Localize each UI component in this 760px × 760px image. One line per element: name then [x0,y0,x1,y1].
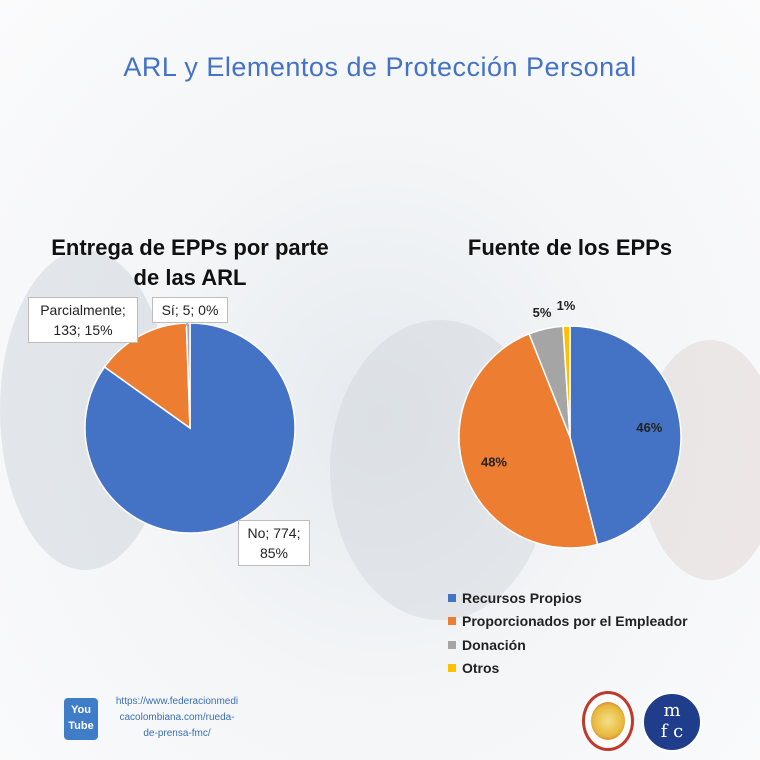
chart1-title-line2: de las ARL [133,265,247,290]
pie2-data-label: 48% [480,454,508,470]
legend-swatch [448,594,456,602]
legend-label: Otros [462,660,500,677]
link-line2: cacolombiana.com/rueda- [119,712,235,723]
youtube-label-line2: Tube [68,720,94,732]
legend-item [448,657,688,681]
pie2-data-label: 1% [556,298,576,314]
fmc-logo-fc: f c [660,721,684,742]
legend-item [448,610,688,634]
legend-item [448,633,688,657]
callout-parcialmente-line1: Parcialmente; [40,302,126,318]
link-line3: de-prensa-fmc/ [143,728,211,739]
legend-label: Donación [462,636,526,653]
youtube-icon[interactable] [64,698,98,740]
slide-title: ARL y Elementos de Protección Personal [123,52,637,82]
chart2-legend [448,586,688,680]
link-line1: https://www.federacionmedi [115,696,239,707]
callout-no [238,520,310,566]
callout-si-line1: Sí; 5; 0% [161,302,219,318]
legend-swatch [448,617,456,625]
legend-label: Recursos Propios [462,589,582,606]
pie2-data-label: 46% [636,419,663,435]
chart1-title-line1: Entrega de EPPs por parte [51,235,329,260]
callout-no-line2: 85% [259,545,289,561]
fmc-logo-m: m [663,700,681,721]
logo-emblem-icon [591,702,625,740]
callout-parcialmente-line2: 133; 15% [53,322,113,338]
callout-no-line1: No; 774; [247,525,301,541]
pie2-data-label: 5% [532,305,552,321]
callout-parcialmente [28,297,138,343]
youtube-link[interactable] [112,694,242,742]
legend-swatch [448,664,456,672]
callout-si [152,297,228,323]
medical-association-logo [582,691,634,751]
legend-swatch [448,641,456,649]
legend-label: Proporcionados por el Empleador [462,613,688,630]
chart2-title: Fuente de los EPPs [467,235,673,260]
youtube-label-line1: You [71,704,91,716]
fmc-logo [642,692,702,752]
legend-item [448,586,688,610]
